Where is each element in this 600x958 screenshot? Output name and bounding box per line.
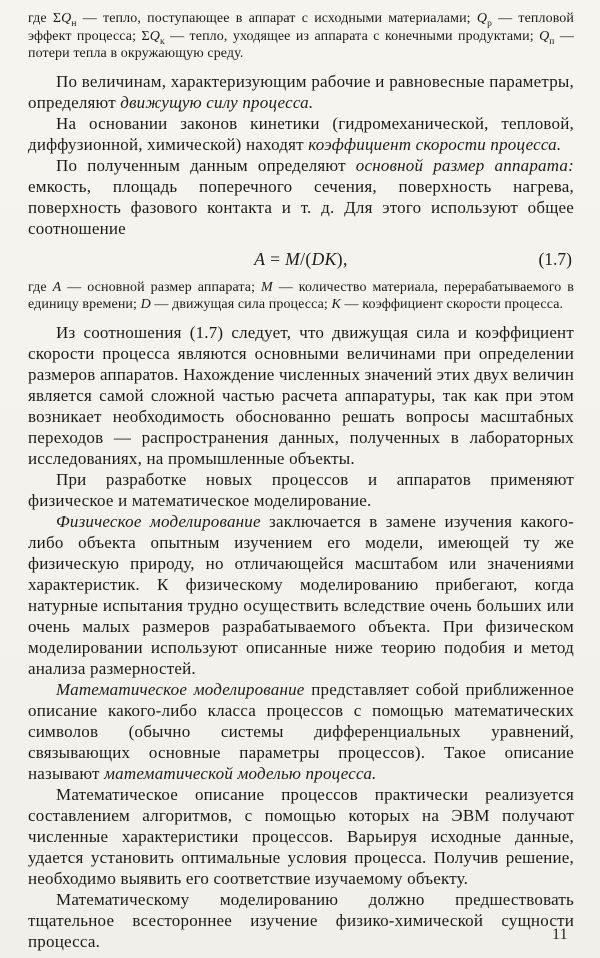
para-apparatus-size: По полученным данным определяют основной размер аппарата: емкость, площадь поперечного сечения, поверхность нагрева, поверхность фазового контакта и т. д. Для этого используют общее соотношение <box>28 155 574 238</box>
para-math-description: Математическое описание процессов практически реализуется составлением алгоритмов, с помощью которых на ЭВМ получают численные характеристики процессов. Варьируя исходные данные, удается установить оптимальные условия процесса. Получив решение, необходимо выявить его соответствие изучаемому объекту. <box>28 784 574 888</box>
para-physical-modeling: Физическое моделирование заключается в замене изучения какого-либо объекта опытным изучением его модели, имеющей ту же физическую природу, но отличающейся масштабом или значениями характеристик. К физическому моделированию прибегают, когда натурные испытания трудно осуществить вследствие очень больших или очень малых размеров разрабатываемого объекта. При физическом моделировании используют описанные ниже теорию подобия и метод анализа размерностей. <box>28 511 574 678</box>
equation-1-7 <box>28 248 574 270</box>
para-preliminary-study: Математическому моделированию должно предшествовать тщательное всестороннее изучение физико-химической сущности процесса. <box>28 889 574 951</box>
para-kinetics: На основании законов кинетики (гидромеханической, тепловой, диффузионной, химической) находят коэффициент скорости процесса. <box>28 113 574 154</box>
para-scale-transition: Из соотношения (1.7) следует, что движущая сила и коэффициент скорости процесса являются основными величинами при определении размеров аппаратов. Нахождение численных значений этих двух величин является самой сложной частью расчета аппаратуры, так как при этом возникает необходимость обоснованно решать вопросы масштабных переходов — распространения данных, полученных в лабораторных исследованиях, на промышленные объекты. <box>28 322 574 468</box>
note-equation-symbols: где A — основной размер аппарата; M — количество материала, перерабатываемого в единицу времени; D — движущая сила процесса; K — коэффициент скорости процесса. <box>28 279 574 312</box>
equation-formula: A = M/(DK), <box>254 248 348 269</box>
para-driving-force: По величинам, характеризующим рабочие и равновесные параметры, определяют движущую силу процесса. <box>28 71 574 112</box>
equation-number: (1.7) <box>538 248 572 269</box>
note-heat-symbols: где $\Sigma Q_н$ — тепло, поступающее в аппарат с исходными материалами; $Q_р$ — тепловой эффект процесса; $\Sigma Q_к$ — тепло, уходящее из аппарата с конечными продуктами; $Q_п$ — потери тепла в окружающую среду. <box>28 11 575 61</box>
para-new-processes: При разработке новых процессов и аппаратов применяют физическое и математическое моделирование. <box>28 469 574 510</box>
para-mathematical-modeling: Математическое моделирование представляет собой приближенное описание какого-либо класса процессов с помощью математических символов (обычно системы дифференциальных уравнений, связывающих основные параметры процессов). Такое описание называют математической моделью процесса. <box>28 679 574 783</box>
page-number: 11 <box>552 926 568 943</box>
